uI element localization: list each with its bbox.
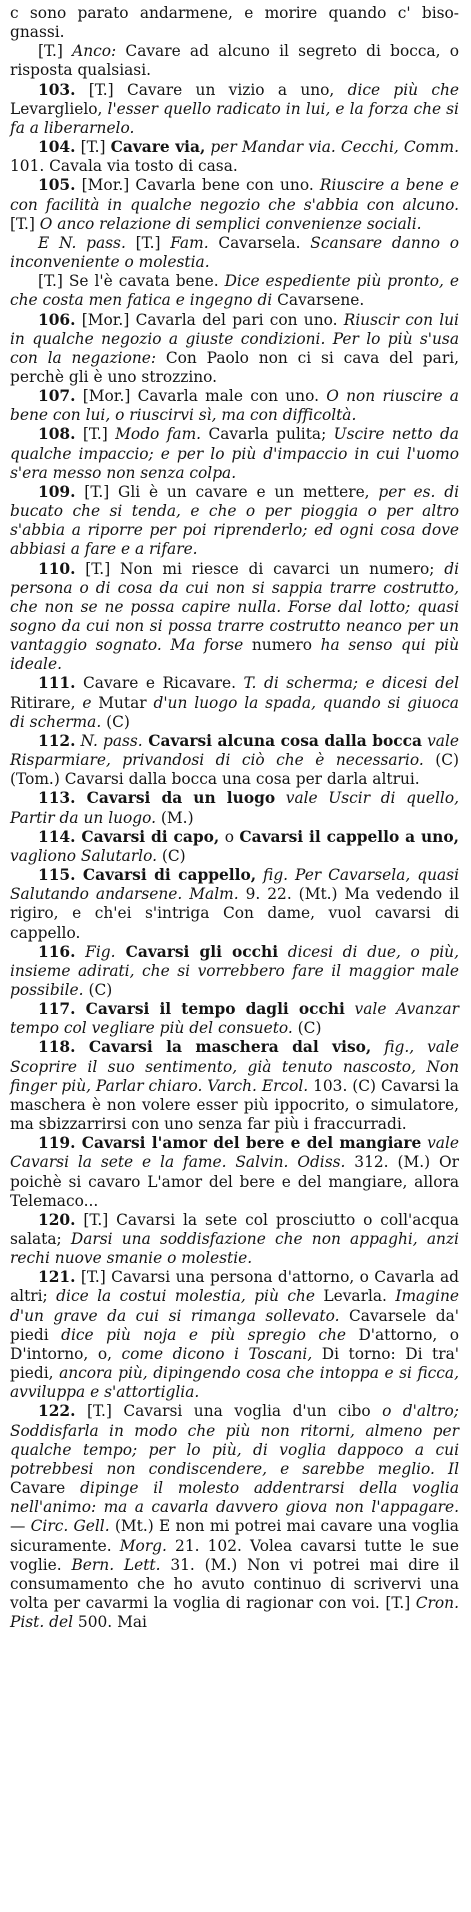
entry-text: [Mor.] Cavarla bene con uno. [75, 176, 320, 195]
entry-headword: Cavarsi di capo, [75, 827, 220, 846]
dictionary-entry [10, 387, 464, 425]
entry-text: (C) (Tom.) Cavarsi dalla bocca una cosa per darla altrui. [10, 751, 464, 789]
entry-italic-text: fig. Per Cavarsela, quasi Salutando andarsene. Malm. [10, 866, 464, 904]
entry-text: Cavarsene. [272, 291, 365, 310]
entry-headword: 115. [38, 866, 76, 885]
entry-text: [T.] Non mi riesce di cavarci un numero; [75, 559, 445, 578]
entry-text: 101. Cavala via tosto di casa. [10, 138, 464, 176]
entry-italic-text: dipinge il molesto addentrarsi della voglia nell'animo: ma a cavarla davvero giova non l'appagare. [10, 1479, 464, 1517]
entry-headword: 112. [38, 731, 76, 750]
entry-italic-text: Riuscir con lui in qualche negozio a giuste condizioni. Per lo più s'usa con la negazione: [10, 310, 464, 367]
entry-italic-text: ha senso qui più ideale. [10, 636, 464, 674]
entry-italic-text: Imagine d'un grave da cui si rimanga sollevato. [10, 1287, 464, 1325]
entry-headword: 119. [38, 1134, 76, 1153]
entry-italic-text: l'esser quello radicato in lui, e la forza che si fa a liberarnelo. [10, 99, 464, 137]
entry-italic-text: per es. di bucato che si tenda, e che o per pioggia o per altro s'abbia a riporre per poi riprenderlo; ed ogni cosa dove abbiasi a fare e a rifare. [10, 482, 464, 559]
entry-text: — [10, 1498, 464, 1536]
entry-headword: 113. [38, 789, 76, 808]
entry-italic-text: vale Avanzar tempo col vegliare più del consueto. [10, 1000, 464, 1038]
entry-italic-text: dice la costui molestia, più che [56, 1287, 315, 1306]
entry-italic-text: vale Risparmiare, privandosi di ciò che è necessario. [10, 731, 464, 770]
entry-text: 9. 22. (Mt.) Ma vedendo il rigiro, e ch'ei s'intriga Con dame, vuol cavarsi di cappello. [10, 885, 464, 942]
entry-headword: Cavarsi alcuna cosa dalla bocca [142, 731, 423, 750]
dictionary-entry [10, 482, 464, 560]
entry-italic-text: Uscire netto da qualche impaccio; e per lo più d'impaccio in cui l'uomo s'era messo non senza colpa. [10, 425, 464, 482]
entry-text: o [219, 827, 240, 846]
entry-italic-text: Dice espediente più pronto, e che costa men fatica e ingegno di [10, 272, 464, 310]
dictionary-entry [10, 272, 464, 310]
entry-headword: Cavarsi la maschera dal viso, [75, 1038, 372, 1057]
entry-text: Levarglielo, [10, 80, 464, 118]
entry-headword: 107. [38, 387, 76, 406]
entry-italic-text: Riuscire a bene e con facilità in qualche negozio che s'abbia con alcuno. [10, 176, 464, 214]
dictionary-entry [10, 1134, 464, 1211]
entry-headword: 116. [38, 942, 76, 961]
dictionary-entry [10, 1268, 464, 1402]
entry-headword: 109. [38, 482, 76, 501]
entry-headword: 114. [38, 827, 76, 846]
dictionary-entry [10, 866, 464, 943]
dictionary-entry [10, 559, 464, 675]
entry-text: 31. (M.) Non vi potrei mai dire il consumamento che ho avuto continuo di scrivervi una volta per cavarmi la voglia di ragionar con voi. [T.] [10, 1555, 464, 1612]
entry-italic-text: fig., vale Scoprire il suo sentimento, già tenuto nascosto, Non finger più, Parlar chiaro. Varch. Ercol. [10, 1038, 464, 1095]
entry-text: [T.] Cavare un vizio a uno, [75, 80, 348, 99]
dictionary-entry [10, 138, 464, 176]
entry-text: (C) [83, 980, 113, 999]
entry-italic-text: vale Cavarsi la sete e la fame. Salvin. Odiss. [10, 1134, 464, 1172]
entry-italic-text: per Mandar via. Cecchi, Comm. [205, 138, 459, 157]
dictionary-entry [10, 425, 464, 482]
entry-text: Levarla. [314, 1287, 396, 1306]
entry-text: Di torno: Di tra' piedi, [10, 1344, 464, 1383]
entry-italic-text: o d'altro; Soddisfarla in modo che più non ritorni, almeno per qualche tempo; per lo più, di voglia dappoco a cui potrebbesi non condiscendere, e sarebbe meglio. Il [10, 1402, 464, 1478]
entry-headword: Cavarsi gli occhi [115, 942, 279, 961]
entry-italic-text: Bern. Lett. [71, 1555, 161, 1574]
dictionary-entry [10, 827, 464, 866]
entry-italic-text: vale Uscir di quello, Partir da un luogo. [10, 789, 464, 827]
entry-headword: Cavarsi l'amor del bere e del mangiare [75, 1134, 422, 1153]
dictionary-entry [10, 310, 464, 388]
entry-italic-text: Anco: [72, 42, 117, 61]
entry-text: 312. (M.) Or poichè si cavaro L'amor del bere e del mangiare, allora Telemaco... [10, 1153, 464, 1210]
entry-italic-text: O anco relazione di semplici convenienze sociali. [39, 214, 422, 233]
entry-headword: 104. [38, 138, 76, 157]
entry-italic-text: dice più noja e più spregio che [61, 1325, 346, 1344]
entry-italic-text: ancora più, dipingendo cosa che intoppa e si ficca, avviluppa e s'attortiglia. [10, 1364, 464, 1402]
entry-headword: 105. [38, 176, 76, 195]
entry-text: (C) [101, 712, 130, 731]
entry-headword: 110. [38, 559, 76, 578]
dictionary-entry [10, 1402, 464, 1632]
entry-text: [T.] [125, 233, 171, 252]
entry-headword: 118. [38, 1038, 76, 1057]
entry-headword: 108. [38, 425, 76, 444]
entry-headword: 122. [38, 1402, 76, 1421]
entry-italic-text: Fig. [75, 942, 116, 961]
entry-text: [T.] [10, 195, 464, 233]
dictionary-entry [10, 42, 464, 80]
entry-italic-text: Scansare danno o inconveniente o molestia. [10, 233, 464, 272]
entry-text: [T.] [75, 425, 116, 444]
dictionary-entry [10, 4, 459, 42]
entry-text: [T.] [75, 138, 111, 157]
entry-text: [T.] Cavarsi una persona d'attorno, o Cavarla ad altri; [10, 1268, 464, 1306]
entry-text: Mutar [91, 693, 154, 712]
entry-text: c sono parato andarmene, e morire quando c' biso-gnassi. [10, 4, 459, 42]
entry-italic-text: vagliono Salutarlo. [10, 827, 464, 865]
dictionary-entry [10, 674, 464, 731]
entry-text: (Mt.) E non mi potrei mai cavare una voglia sicuramente. [10, 1517, 464, 1555]
dictionary-entry [10, 1210, 464, 1268]
dictionary-entry [10, 233, 464, 272]
entry-text: Cavare [10, 1459, 464, 1498]
entry-text: [T.] Cavarsi una voglia d'un cibo [75, 1402, 383, 1421]
entry-text: [Mor.] Cavarla male con uno. [75, 387, 327, 406]
entry-text: 103. (C) Cavarsi la maschera è non volere esser più ippocrito, o simulatore, ma sbizzarrirsi con uno senza far più i fraccurradi. [10, 1076, 464, 1134]
entry-text: Cavarsela. [208, 233, 311, 252]
entry-italic-text: O non riuscire a bene con lui, o riuscirvi sì, ma con difficoltà. [10, 387, 464, 425]
dictionary-entries [10, 4, 464, 1632]
entry-italic-text: T. di scherma; e dicesi del [243, 674, 460, 693]
entry-headword: 111. [38, 674, 76, 693]
entry-text: Cavarsele da' piedi [10, 1306, 464, 1344]
entry-text: [T.] Cavarsi la sete col prosciutto o coll'acqua salata; [10, 1210, 464, 1248]
entry-headword: 120. [38, 1210, 76, 1229]
entry-text: Cavare ad alcuno il segreto di bocca, o risposta qualsiasi. [10, 42, 464, 80]
entry-headword: Cavarsi il cappello a uno, [239, 827, 459, 846]
entry-headword: 117. [38, 1000, 76, 1019]
dictionary-entry [10, 176, 464, 233]
entry-text: (C) [157, 846, 186, 865]
entry-text: Ritirare, [10, 674, 464, 712]
entry-headword: Cavarsi di cappello, [75, 866, 257, 885]
entry-italic-text: di persona o di cosa da cui non si sappia trarre costrutto, che non se ne possa capire nulla. Forse dal lotto; quasi sogno da cui non si possa trarre costrutto neanco per un vantaggio sognato. Ma forse [10, 559, 464, 655]
entry-text: [Mor.] Cavarla del pari con uno. [75, 310, 344, 329]
entry-headword: 106. [38, 310, 76, 329]
entry-italic-text: d'un luogo la spada, quando si giuoca di scherma. [10, 693, 464, 731]
entry-italic-text: Modo fam. [115, 425, 202, 444]
entry-italic-text: Fam. [170, 233, 209, 252]
entry-text: Con Paolo non ci si cava del pari, perchè gli è uno strozzino. [10, 348, 464, 386]
entry-text: [T.] Se l'è cavata bene. [38, 272, 225, 291]
entry-headword: 103. [38, 80, 76, 99]
entry-italic-text: e [82, 693, 92, 712]
entry-text: (C) [292, 1019, 322, 1038]
entry-headword: Cavarsi da un luogo [75, 789, 276, 808]
entry-text: (M.) [156, 808, 194, 827]
entry-italic-text: dice più che [347, 80, 459, 99]
entry-text: [T.] Gli è un cavare e un mettere, [75, 482, 379, 501]
dictionary-entry [10, 942, 464, 1000]
entry-headword: 121. [38, 1268, 76, 1287]
entry-text: D'attorno, o D'intorno, o, [10, 1325, 464, 1363]
entry-italic-text: dicesi di due, o più, insieme adirati, che si vorrebbero fare il maggior male possibile. [10, 942, 464, 999]
entry-italic-text: E N. pass. [38, 233, 126, 252]
entry-text: numero [243, 636, 321, 655]
dictionary-entry [10, 80, 464, 138]
entry-headword: Cavarsi il tempo dagli occhi [75, 1000, 345, 1019]
entry-text: Cavarla pulita; [201, 425, 334, 444]
dictionary-entry [10, 1000, 464, 1038]
entry-italic-text: come dicono i Toscani, [121, 1344, 313, 1363]
entry-italic-text: Darsi una soddisfazione che non appaghi, anzi rechi nuove smanie o molestie. [10, 1230, 464, 1268]
entry-italic-text: Circ. Gell. [30, 1517, 110, 1536]
entry-italic-text: N. pass. [75, 731, 143, 750]
entry-text: 21. 102. Volea cavarsi tutte le sue voglie. [10, 1536, 464, 1574]
entry-text: Cavare e Ricavare. [75, 674, 244, 693]
dictionary-entry [10, 789, 464, 827]
dictionary-entry [10, 731, 464, 789]
entry-headword: Cavare via, [110, 138, 206, 157]
entry-text: [T.] [38, 42, 73, 61]
entry-italic-text: Cron. Pist. del [10, 1593, 464, 1632]
entry-text: 500. Mai [73, 1613, 147, 1632]
entry-italic-text: Morg. [119, 1536, 167, 1555]
dictionary-entry [10, 1038, 464, 1134]
